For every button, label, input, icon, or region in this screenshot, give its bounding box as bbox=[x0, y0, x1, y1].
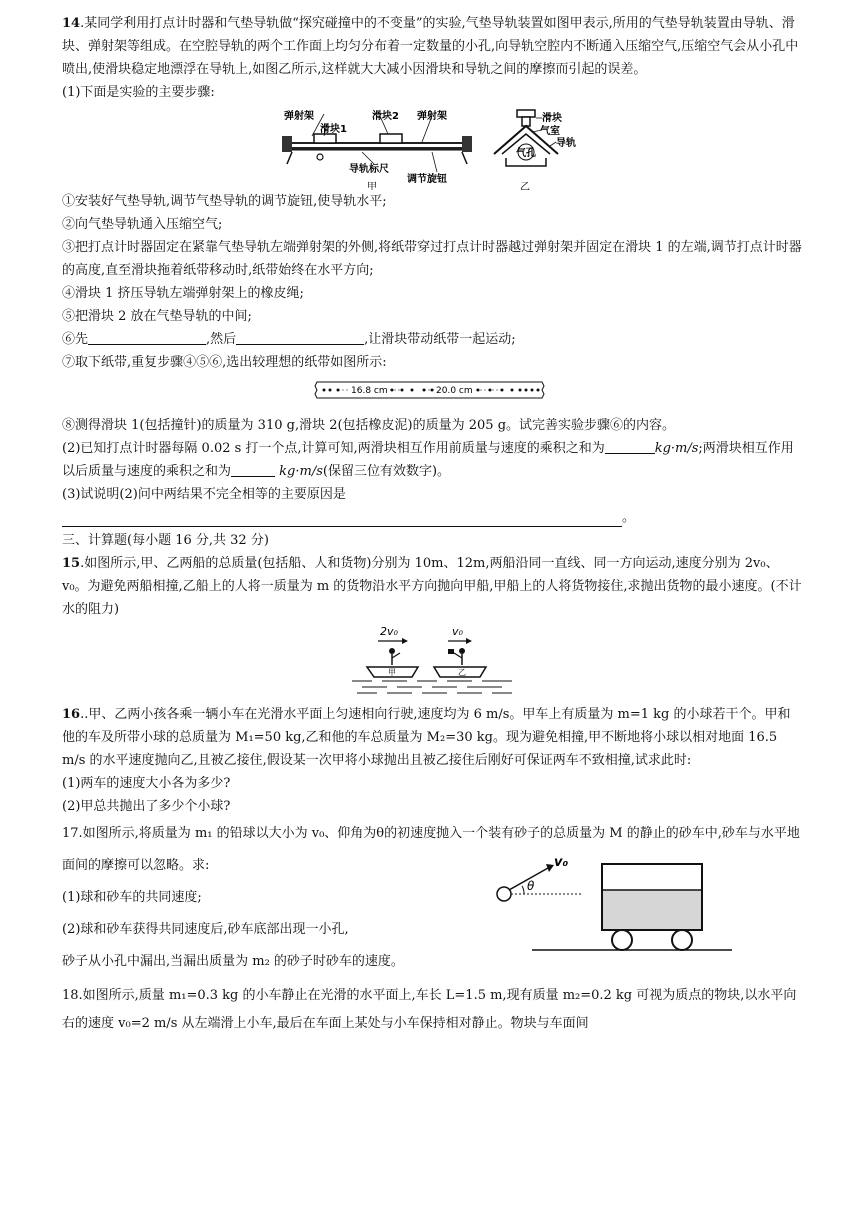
label-knob: 调节旋钮 bbox=[407, 174, 447, 185]
figure-boats bbox=[62, 621, 802, 703]
q14-intro: 14.某同学利用打点计时器和气垫导轨做“探究碰撞中的不变量”的实验,气垫导轨装置如图甲表示,所用的气垫导轨装置由导轨、滑块、弹射架等组成。在空腔导轨的两个工作面上均匀分布着一定数量的小孔,向导轨空腔内不断通入压缩空气,压缩空气会从小孔中喷出,使滑块稳定地漂浮在导轨上,如图乙所示,这样就大大减小因滑块和导轨之间的摩擦而引起的误差。 bbox=[62, 16, 799, 77]
figure-paper-tape bbox=[62, 374, 802, 414]
boat1-velocity-label: 2v₀ bbox=[380, 625, 398, 638]
sand-cart-diagram bbox=[492, 852, 742, 962]
label-rail-scale: 导轨标尺 bbox=[349, 164, 389, 175]
paper-tape-diagram bbox=[62, 374, 802, 414]
v0-label: v₀ bbox=[554, 855, 569, 870]
label-air-hole: 气孔 bbox=[516, 148, 536, 159]
label-jia: 甲 bbox=[367, 182, 377, 190]
figure-air-track bbox=[62, 106, 802, 190]
air-track-diagram bbox=[62, 106, 802, 190]
q14-part3: (3)试说明(2)问中两结果不完全相等的主要原因是 bbox=[62, 487, 346, 502]
figure-sand-cart bbox=[492, 852, 742, 962]
step-6: ⑥先 ,然后 ,让滑块带动纸带一起运动; bbox=[62, 332, 516, 347]
label-slider: 滑块 bbox=[542, 113, 562, 124]
step6-blank-1 bbox=[88, 330, 206, 345]
q15-text: 15.如图所示,甲、乙两船的总质量(包括船、人和货物)分别为 10m、12m,两船沿同一直线、同一方向运动,速度分别为 2v₀、v₀。为避免两船相撞,乙船上的人将一质量为 m 的货物沿水平方向抛向甲船,甲船上的人将货物接住,求抛出货物的最小速度。(不计水的阻力) bbox=[62, 556, 802, 617]
q17-block bbox=[62, 818, 802, 978]
step-8: ⑧测得滑块 1(包括撞针)的质量为 310 g,滑块 2(包括橡皮泥)的质量为 205 g。试完善实验步骤⑥的内容。 bbox=[62, 418, 676, 433]
label-yi: 乙 bbox=[520, 182, 530, 190]
tape-label-2: 20.0 cm bbox=[436, 386, 473, 396]
section-heading: 三、计算题(每小题 16 分,共 32 分) bbox=[62, 533, 269, 548]
label-launcher-left: 弹射架 bbox=[284, 111, 314, 122]
step6-blank-2 bbox=[236, 330, 364, 345]
q18-text: 18.如图所示,质量 m₁=0.3 kg 的小车静止在光滑的水平面上,车长 L=1.5 m,现有质量 m₂=0.2 kg 可视为质点的物块,以水平向右的速度 v₀=2 m/s 从左端滑上小车,最后在车面上某处与小车保持相对静止。物块与车面间 bbox=[62, 988, 797, 1031]
q17-question-1: (1)球和砂车的共同速度; bbox=[62, 890, 202, 905]
label-air-chamber: 气室 bbox=[540, 126, 560, 137]
q14-steps bbox=[62, 190, 802, 374]
label-slider2: 滑块2 bbox=[372, 111, 399, 122]
step-7: ⑦取下纸带,重复步骤④⑤⑥,选出较理想的纸带如图所示: bbox=[62, 355, 387, 370]
step-2: ②向气垫导轨通入压缩空气; bbox=[62, 217, 223, 232]
q16-question-1: (1)两车的速度大小各为多少? bbox=[62, 776, 231, 791]
label-slider1: 滑块1 bbox=[320, 124, 347, 135]
boat2-label: 乙 bbox=[458, 668, 466, 677]
q16-question-2: (2)甲总共抛出了多少个小球? bbox=[62, 799, 231, 814]
step-3: ③把打点计时器固定在紧靠气垫导轨左端弹射架的外侧,将纸带穿过打点计时器越过弹射架并固定在滑块 1 的左端,调节打点计时器的高度,直至滑块拖着纸带移动时,纸带始终在水平方向; bbox=[62, 240, 802, 278]
q14-part2: (2)已知打点计时器每隔 0.02 s 打一个点,计算可知,两滑块相互作用前质量与速度的乘积之和为 kg·m/s;两滑块相互作用以后质量与速度的乘积之和为 kg·m/s(保留三位有效数字)。 bbox=[62, 441, 794, 479]
sand bbox=[603, 890, 701, 929]
lead-ball bbox=[497, 887, 511, 901]
wheel-left bbox=[612, 930, 632, 950]
water-lines bbox=[352, 681, 512, 693]
step-1: ①安装好气垫导轨,调节气垫导轨的调节旋钮,使导轨水平; bbox=[62, 194, 387, 209]
q14-part1: (1)下面是实验的主要步骤: bbox=[62, 85, 215, 100]
label-rail: 导轨 bbox=[556, 138, 576, 149]
q17-text: 17.如图所示,将质量为 m₁ 的铅球以大小为 v₀、仰角为θ的初速度抛入一个装有砂子的总质量为 M 的静止的砂车中,砂车与水平地面间的摩擦可以忽略。求: bbox=[62, 826, 800, 873]
theta-label: θ bbox=[527, 879, 535, 893]
tape-label-1: 16.8 cm bbox=[351, 386, 388, 396]
wheel-right bbox=[672, 930, 692, 950]
step-5: ⑤把滑块 2 放在气垫导轨的中间; bbox=[62, 309, 252, 324]
part2-blank-1 bbox=[605, 439, 655, 454]
q17-question-2: (2)球和砂车获得共同速度后,砂车底部出现一小孔, bbox=[62, 922, 349, 937]
document-page bbox=[62, 12, 802, 1038]
part2-blank-2 bbox=[231, 462, 275, 477]
boat1-label: 甲 bbox=[388, 668, 396, 677]
q14-number: 14 bbox=[62, 16, 81, 31]
label-launcher-right: 弹射架 bbox=[417, 111, 447, 122]
boats-diagram bbox=[62, 621, 802, 703]
q17-question-2b: 砂子从小孔中漏出,当漏出质量为 m₂ 的砂子时砂车的速度。 bbox=[62, 954, 404, 969]
step-4: ④滑块 1 挤压导轨左端弹射架上的橡皮绳; bbox=[62, 286, 304, 301]
q16-text: 16..甲、乙两小孩各乘一辆小车在光滑水平面上匀速相向行驶,速度均为 6 m/s。甲车上有质量为 m=1 kg 的小球若干个。甲和他的车及所带小球的总质量为 M₁=50 kg,乙和他的车总质量为 M₂=30 kg。现为避免相撞,甲不断地将小球以相对地面 16.5 m/s 的水平速度抛向乙,且被乙接住,假设某一次甲将小球抛出且被乙接住后刚好可保证两车不致相撞,试求此时: bbox=[62, 707, 791, 768]
boat2-velocity-label: v₀ bbox=[452, 625, 463, 638]
part3-answer-line: 。 bbox=[62, 506, 802, 529]
